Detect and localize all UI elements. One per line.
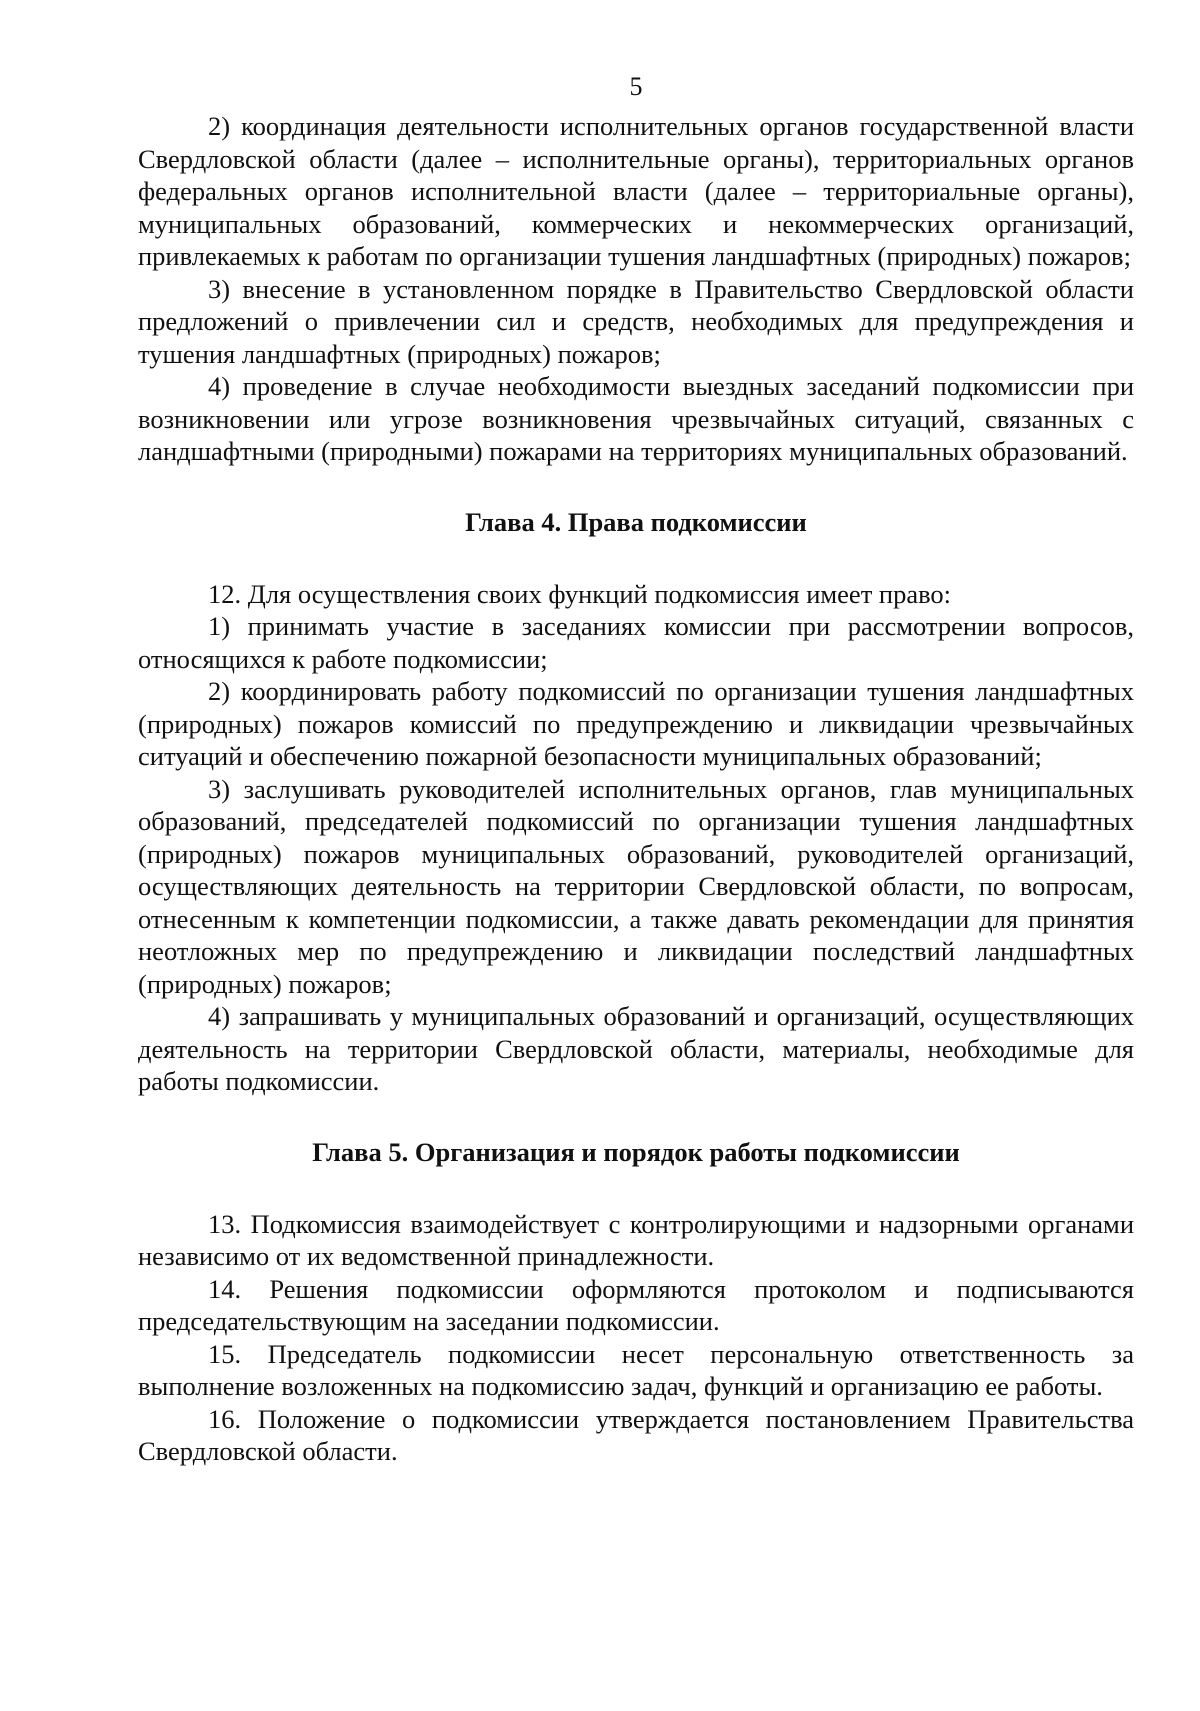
list-item: 2) координировать работу подкомиссий по организации тушения ландшафтных (природных) пожаров комиссий по предупреждению и ликвидации чрезвычайных ситуаций и обеспечению пожарной безопасности муниципальных образований; [138, 676, 1134, 771]
section-chapter-4 [138, 506, 1134, 1098]
document-page [138, 72, 1134, 1468]
list-item: 2) координация деятельности исполнительных органов государственной власти Свердловской области (далее – исполнительные органы), территориальных органов федеральных органов исполнительной власти (далее – территориальные органы), муниципальных образований, коммерческих и некоммерческих организаций, привлекаемых к работам по организации тушения ландшафтных (природных) пожаров; [138, 111, 1134, 271]
clause-paragraph: 16. Положение о подкомиссии утверждается постановлением Правительства Свердловской области. [138, 1403, 1134, 1466]
section-chapter-5 [138, 1136, 1134, 1468]
chapter-heading: Глава 4. Права подкомиссии [465, 506, 807, 537]
list-item: 4) проведение в случае необходимости выездных заседаний подкомиссии при возникновении или угрозе возникновения чрезвычайных ситуаций, связанных с ландшафтными (природными) пожарами на территориях муниципальных образований. [138, 371, 1134, 466]
chapter-heading: Глава 5. Организация и порядок работы подкомиссии [312, 1136, 960, 1167]
list-item: 1) принимать участие в заседаниях комиссии при рассмотрении вопросов, относящихся к работе подкомиссии; [138, 611, 1134, 674]
page-number: 5 [629, 72, 643, 101]
list-item: 3) внесение в установленном порядке в Правительство Свердловской области предложений о привлечении сил и средств, необходимых для предупреждения и тушения ландшафтных (природных) пожаров; [138, 273, 1134, 369]
clause-paragraph: 14. Решения подкомиссии оформляются протоколом и подписываются председательствующим на заседании подкомиссии. [138, 1273, 1134, 1336]
clause-paragraph: 12. Для осуществления своих функций подкомиссия имеет право: [208, 578, 952, 609]
list-item: 4) запрашивать у муниципальных образований и организаций, осуществляющих деятельность на территории Свердловской области, материалы, необходимые для работы подкомиссии. [138, 1001, 1134, 1096]
section-continuation [138, 110, 1134, 468]
list-item: 3) заслушивать руководителей исполнительных органов, глав муниципальных образований, председателей подкомиссий по организации тушения ландшафтных (природных) пожаров муниципальных образований, руководителей организаций, осуществляющих деятельность на территории Свердловской области, по вопросам, отнесенным к компетенции подкомиссии, а также давать рекомендации для принятия неотложных мер по предупреждению и ликвидации последствий ландшафтных (природных) пожаров; [138, 773, 1134, 999]
clause-paragraph: 15. Председатель подкомиссии несет персональную ответственность за выполнение возложенных на подкомиссию задач, функций и организацию ее работы. [138, 1338, 1134, 1401]
clause-paragraph: 13. Подкомиссия взаимодействует с контролирующими и надзорными органами независимо от их ведомственной принадлежности. [138, 1208, 1134, 1271]
